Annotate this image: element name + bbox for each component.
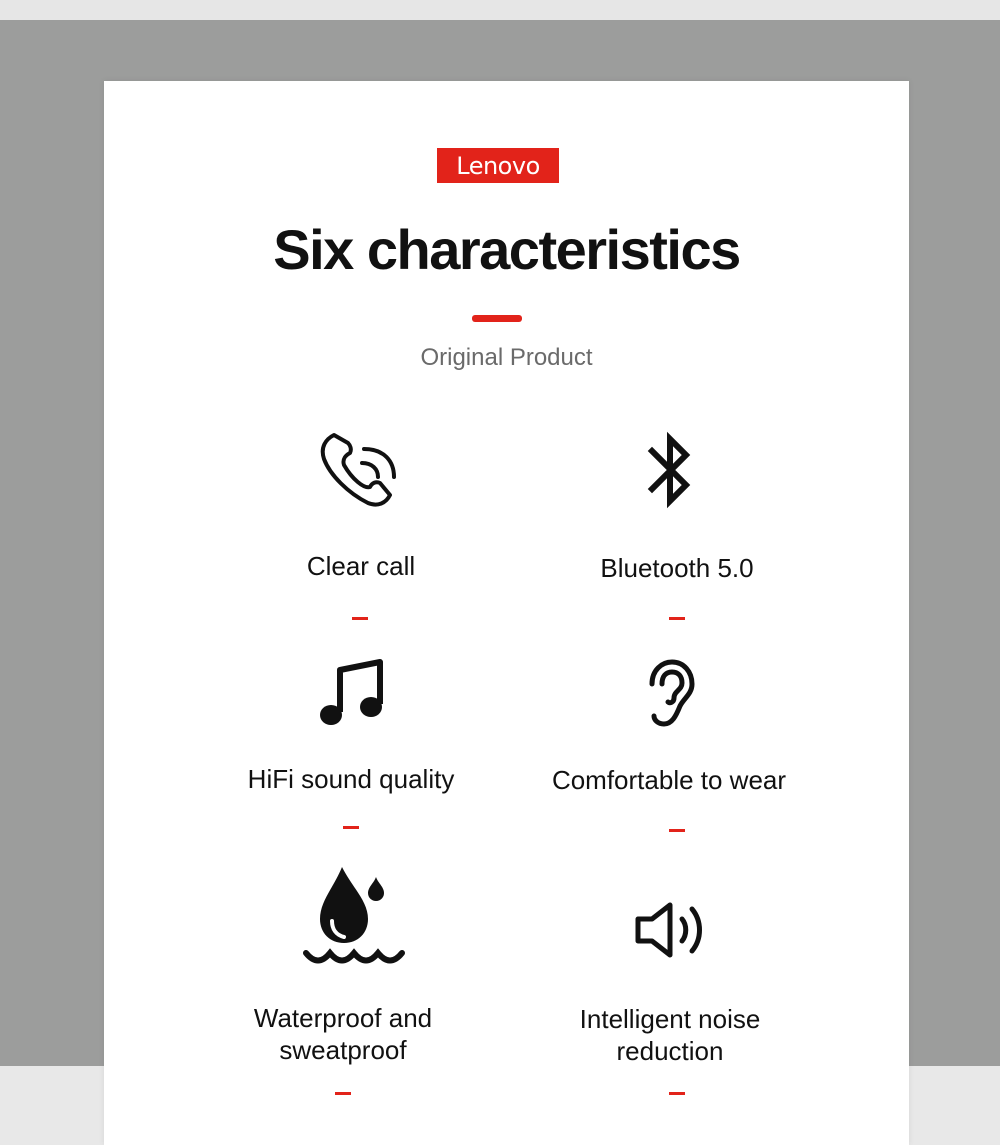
lenovo-logo bbox=[437, 148, 559, 183]
feature-divider bbox=[335, 1092, 351, 1095]
feature-divider bbox=[352, 617, 368, 620]
top-strip bbox=[0, 0, 1000, 20]
speaker-icon bbox=[632, 899, 712, 961]
feature-card bbox=[104, 81, 909, 1145]
feature-label-line: Intelligent noise bbox=[579, 1004, 761, 1034]
feature-divider bbox=[669, 617, 685, 620]
feature-label-line: reduction bbox=[616, 1036, 724, 1066]
feature-divider bbox=[343, 826, 359, 829]
phone-icon bbox=[318, 431, 400, 509]
feature-divider bbox=[669, 829, 685, 832]
feature-label-comfortable: Comfortable to wear bbox=[551, 765, 787, 795]
feature-label-line: Waterproof and bbox=[253, 1003, 433, 1033]
water-drop-icon bbox=[302, 865, 406, 971]
feature-divider bbox=[669, 1092, 685, 1095]
feature-label-noise-reduction bbox=[520, 1003, 820, 1067]
feature-label-waterproof bbox=[193, 1002, 493, 1066]
page-subtitle: Original Product bbox=[420, 344, 593, 371]
feature-label-clear-call: Clear call bbox=[306, 551, 416, 581]
bluetooth-icon bbox=[642, 431, 698, 511]
feature-label-line: sweatproof bbox=[279, 1035, 407, 1065]
ear-icon bbox=[644, 658, 696, 728]
feature-label-bluetooth: Bluetooth 5.0 bbox=[600, 553, 754, 583]
logo-text: Lenovo bbox=[456, 151, 540, 180]
page-title: Six characteristics bbox=[273, 218, 740, 281]
feature-label-hifi: HiFi sound quality bbox=[247, 764, 455, 794]
music-note-icon bbox=[316, 656, 390, 732]
title-underline bbox=[472, 315, 522, 322]
